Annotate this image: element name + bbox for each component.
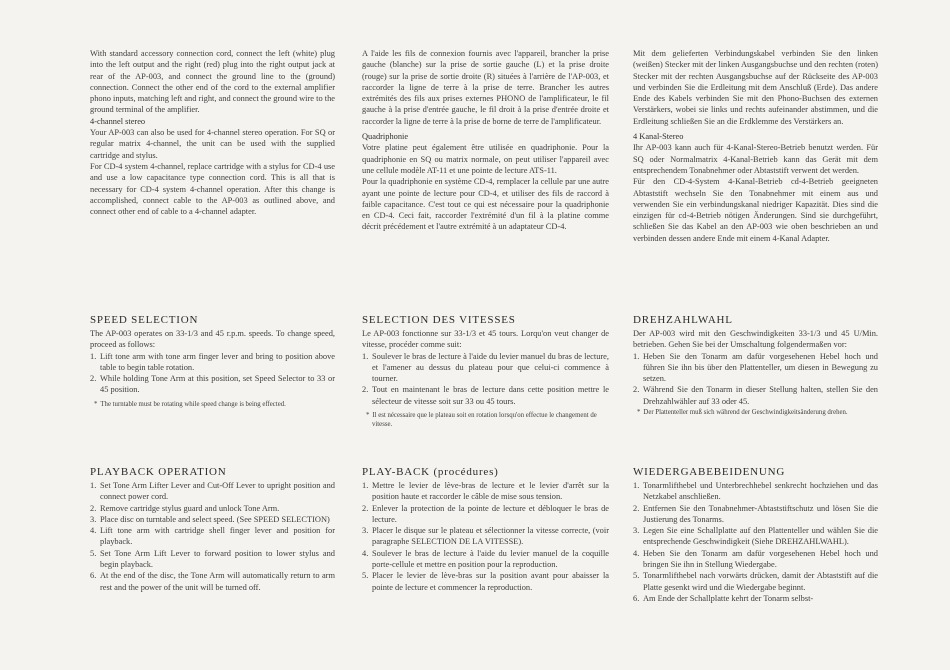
list-item: 4. Lift tone arm with cartridge shell finger lever and position for playback.: [90, 526, 335, 547]
vitesses-intro: Le AP-003 fonctionne sur 33-1/3 et 45 tours. Lorqu'on veut changer de vitesse, procéder comme suit:: [362, 329, 609, 350]
connection-section: [90, 48, 335, 217]
list-item: 5. Set Tone Arm Lift Lever to forward position to lower stylus and begin playback.: [90, 548, 335, 570]
list-item: 2. Während Sie den Tonarm in dieser Stellung halten, stellen Sie den Drehzahlwähler auf 33 oder 45.: [633, 385, 878, 406]
vier-kanal-paragraph: Ihr AP-003 kann auch für 4-Kanal-Stereo-Betrieb benutzt werden. Für SQ oder Normalmatrix 4-Kanal-Betrieb kann das Gerät mit dem entsprechendem Tonabnehmer oder Abtaststift verwent det werden.: [633, 143, 878, 175]
wiedergabe-title: WIEDERGABEBEIDENUNG: [633, 466, 786, 478]
four-channel-paragraph: Your AP-003 can also be used for 4-channel stereo operation. For SQ or regular matrix 4-channel, the unit can be used with the supplied cartridge and stylus.: [90, 128, 335, 160]
playback-title: PLAYBACK OPERATION: [90, 466, 227, 478]
connexion-paragraph: A l'aide les fils de connexion fournis avec l'appareil, brancher la prise gauche (blanche) sur la prise de sortie gauche (L) et la prise droite (rouge) sur la prise de sortie droite (R) situées à l'arrière de l'AP-003, et raccorder la ligne de terre à la prise de terre. Brancher les autres extrémités des fils aux prises externes PHONO de l'amplificateur, le fil gauche à la prise d'entrée gauche, le fil droit à la prise d'entrée droite et raccorder la ligne de terre à la prise de borne de terre de l'amplificateur.: [362, 49, 609, 126]
list-item: 6. Am Ende der Schallplatte kehrt der Tonarm selbst-: [633, 593, 814, 603]
speed-intro: The AP-003 operates on 33-1/3 and 45 r.p.m. speeds. To change speed, proceed as follows:: [90, 329, 335, 350]
cd4-paragraph-de: Für den CD-4-System 4-Kanal-Betrieb cd-4-Betrieb geeigneten Abtaststift wechseln Sie den Tonabnehmer mit einem aus und verwenden Sie ein verbindungskanal niedriger Kapazität. Dies sind die einzigen für cd-4-Betrieb nötigen Änderungen. Sind sie durchgeführt, schließen Sie das Kabel an den AP-003 wie oben beschrieben an und verbinden dessen andere Ende mit einem 4-Kanal Adapter.: [633, 177, 878, 243]
list-item: 1. Tonarmlifthebel und Unterbrechhebel senkrecht hochziehen und das Netzkabel anschließen.: [633, 481, 878, 502]
list-item: 3. Placer le disque sur le plateau et sélectionner la vitesse correcte, (voir paragraphe SELECTION DE LA VITESSE).: [362, 526, 609, 547]
speed-steps: [90, 351, 335, 396]
vitesses-note: * Il est nécessaire que le plateau soit en rotation lorsqu'on effectue le changement de vitesse.: [366, 412, 597, 429]
playback-steps: [90, 480, 335, 593]
verbindung-section: [633, 48, 878, 244]
list-item: 1. Lift tone arm with tone arm finger lever and bring to position above table to begin table rotation.: [90, 351, 335, 372]
connection-paragraph: With standard accessory connection cord, connect the left (white) plug into the left output and the right (red) plug into the right output jack at rear of the AP-003, and connect the ground line to the (ground) connection. Connect the other end of the cord to the external amplifier phono inputs, matching left and right, and connect the ground wire to the ground terminal of the amplifier.: [90, 49, 335, 115]
selection-vitesses-section: [362, 314, 609, 429]
list-item: 2. Enlever la protection de la pointe de lecture et débloquer le bras de lecture.: [362, 503, 609, 524]
list-item: 1. Heben Sie den Tonarm am dafür vorgesehenen Hebel hoch und führen Sie ihn bis über den Plattenteller, um diesen in Bewegung zu setzen.: [633, 351, 878, 384]
drehzahlwahl-intro: Der AP-003 wird mit den Geschwindigkeiten 33-1/3 und 45 U/Min. betrieben. Gehen Sie bei der Umschaltung folgendermaßen vor:: [633, 329, 878, 350]
list-item: 5. Tonarmlifthebel nach vorwärts drücken, damit der Abtaststift auf die Platte gesenkt wird und die Wiedergabe beginnt.: [633, 571, 878, 592]
vier-kanal-heading: 4 Kanal-Stereo: [633, 132, 684, 142]
cd4-paragraph-fr: Pour la quadriphonie en système CD-4, remplacer la cellule par une autre ayant une pointe de lecture pour CD-4, et utiliser des fils de raccord à faible capacitance. C'est tout ce qui est nécessaire pour la quadriphonie en CD-4. Ceci fait, raccorder l'extrémité d'un fil à la platine comme décrit précédement et l'autre extrémité à un adaptateur CD-4.: [362, 177, 609, 232]
playback-section: [90, 466, 335, 593]
speed-note: * The turntable must be rotating while speed change is being effected.: [94, 400, 286, 408]
list-item: 4. Soulever le bras de lecture à l'aide du levier manuel de la coquille porte-cellule et mettre en position pour la reproduction.: [362, 548, 609, 570]
list-item: 2. Remove cartridge stylus guard and unlock Tone Arm.: [90, 503, 280, 513]
drehzahlwahl-note: * Der Plattenteller muß sich während der Geschwindigkeitsänderung drehen.: [637, 409, 848, 417]
list-item: 2. Entfernen Sie den Tonabnehmer-Abtaststiftschutz und lösen Sie die Justierung des Tonarms.: [633, 503, 878, 524]
four-channel-heading: 4-channel stereo: [90, 116, 146, 126]
vitesses-steps: [362, 351, 609, 407]
speed-selection-section: [90, 314, 335, 409]
wiedergabe-steps: [633, 480, 878, 604]
connexion-section: [362, 48, 609, 233]
playback-fr-steps: [362, 480, 609, 593]
playback-fr-title: PLAY-BACK (procédures): [362, 466, 499, 478]
list-item: 1. Soulever le bras de lecture à l'aide du levier manuel du bras de lecture, et l'amener au dessus du plateau pour que celui-ci commence à tourner.: [362, 351, 609, 384]
wiedergabe-section: [633, 466, 878, 604]
list-item: 6. At the end of the disc, the Tone Arm will automatically return to arm rest and the power of the unit will be turned off.: [90, 571, 335, 592]
playback-fr-section: [362, 466, 609, 593]
list-item: 3. Legen Sie eine Schallplatte auf den Plattenteller und wählen Sie die entsprechende Geschwindigkeit (Siehe DREHZAHLWAHL).: [633, 526, 878, 547]
drehzahlwahl-section: [633, 314, 878, 417]
list-item: 2. Tout en maintenant le bras de lecture dans cette position mettre le sélecteur de vitesse soit sur 33 ou 45 tours.: [362, 385, 609, 406]
list-item: 1. Set Tone Arm Lifter Lever and Cut-Off Lever to upright position and connect power cord.: [90, 481, 335, 502]
list-item: 4. Heben Sie den Tonarm am dafür vorgesehenen Hebel hoch und bringen Sie ihn in Stellung Wiedergabe.: [633, 548, 878, 570]
list-item: 3. Place disc on turntable and select speed. (See SPEED SELECTION): [90, 514, 330, 524]
selection-vitesses-title: SELECTION DES VITESSES: [362, 314, 516, 326]
quadriphonie-heading: Quadriphonie: [362, 132, 409, 142]
list-item: 2. While holding Tone Arm at this position, set Speed Selector to 33 or 45 position.: [90, 374, 335, 395]
drehzahlwahl-steps: [633, 351, 878, 407]
list-item: 1. Mettre le levier de lève-bras de lecture et le levier d'arrêt sur la position haute et raccorder le câble de mise sous tension.: [362, 481, 609, 502]
quadriphonie-paragraph: Votre platine peut également être utilisée en quadriphonie. Pour la quadriphonie en SQ ou matrix normale, on peut utiliser l'appareil avec une cellule modèle AT-11 et une pointe de lecture ATS-11.: [362, 143, 609, 175]
verbindung-paragraph: Mit dem gelieferten Verbindungskabel verbinden Sie den linken (weißen) Stecker mit der linken Ausgangsbuchse und den rechten (roten) Stecker mit der rechten Ausgangsbuchse auf der Rückseite des AP-003 und verbinden Sie die Erdleitung mit dem Anschluß (Erde). Das andere Ende des Kabels verbinden Sie mit den Phono-Buchsen des externen Verstärkers, wobei sie links und rechts aufeinander abstimmen, und die Erdleitung schließen Sie an die Erdklemme des Verstärkers an.: [633, 49, 878, 126]
speed-selection-title: SPEED SELECTION: [90, 314, 199, 326]
list-item: 5. Placer le levier de lève-bras sur la position avant pour abaisser la pointe de lecture et commencer la reproduction.: [362, 571, 609, 592]
drehzahlwahl-title: DREHZAHLWAHL: [633, 314, 733, 326]
cd4-paragraph: For CD-4 system 4-channel, replace cartridge with a stylus for CD-4 use and use a low capacitance type connection cord. This is all that is necessary for CD-4 system 4-channel operation. After this change is accomplished, connect cable to the AP-003 as outlined above, and connect other end of cable to a 4-channel adapter.: [90, 161, 335, 217]
